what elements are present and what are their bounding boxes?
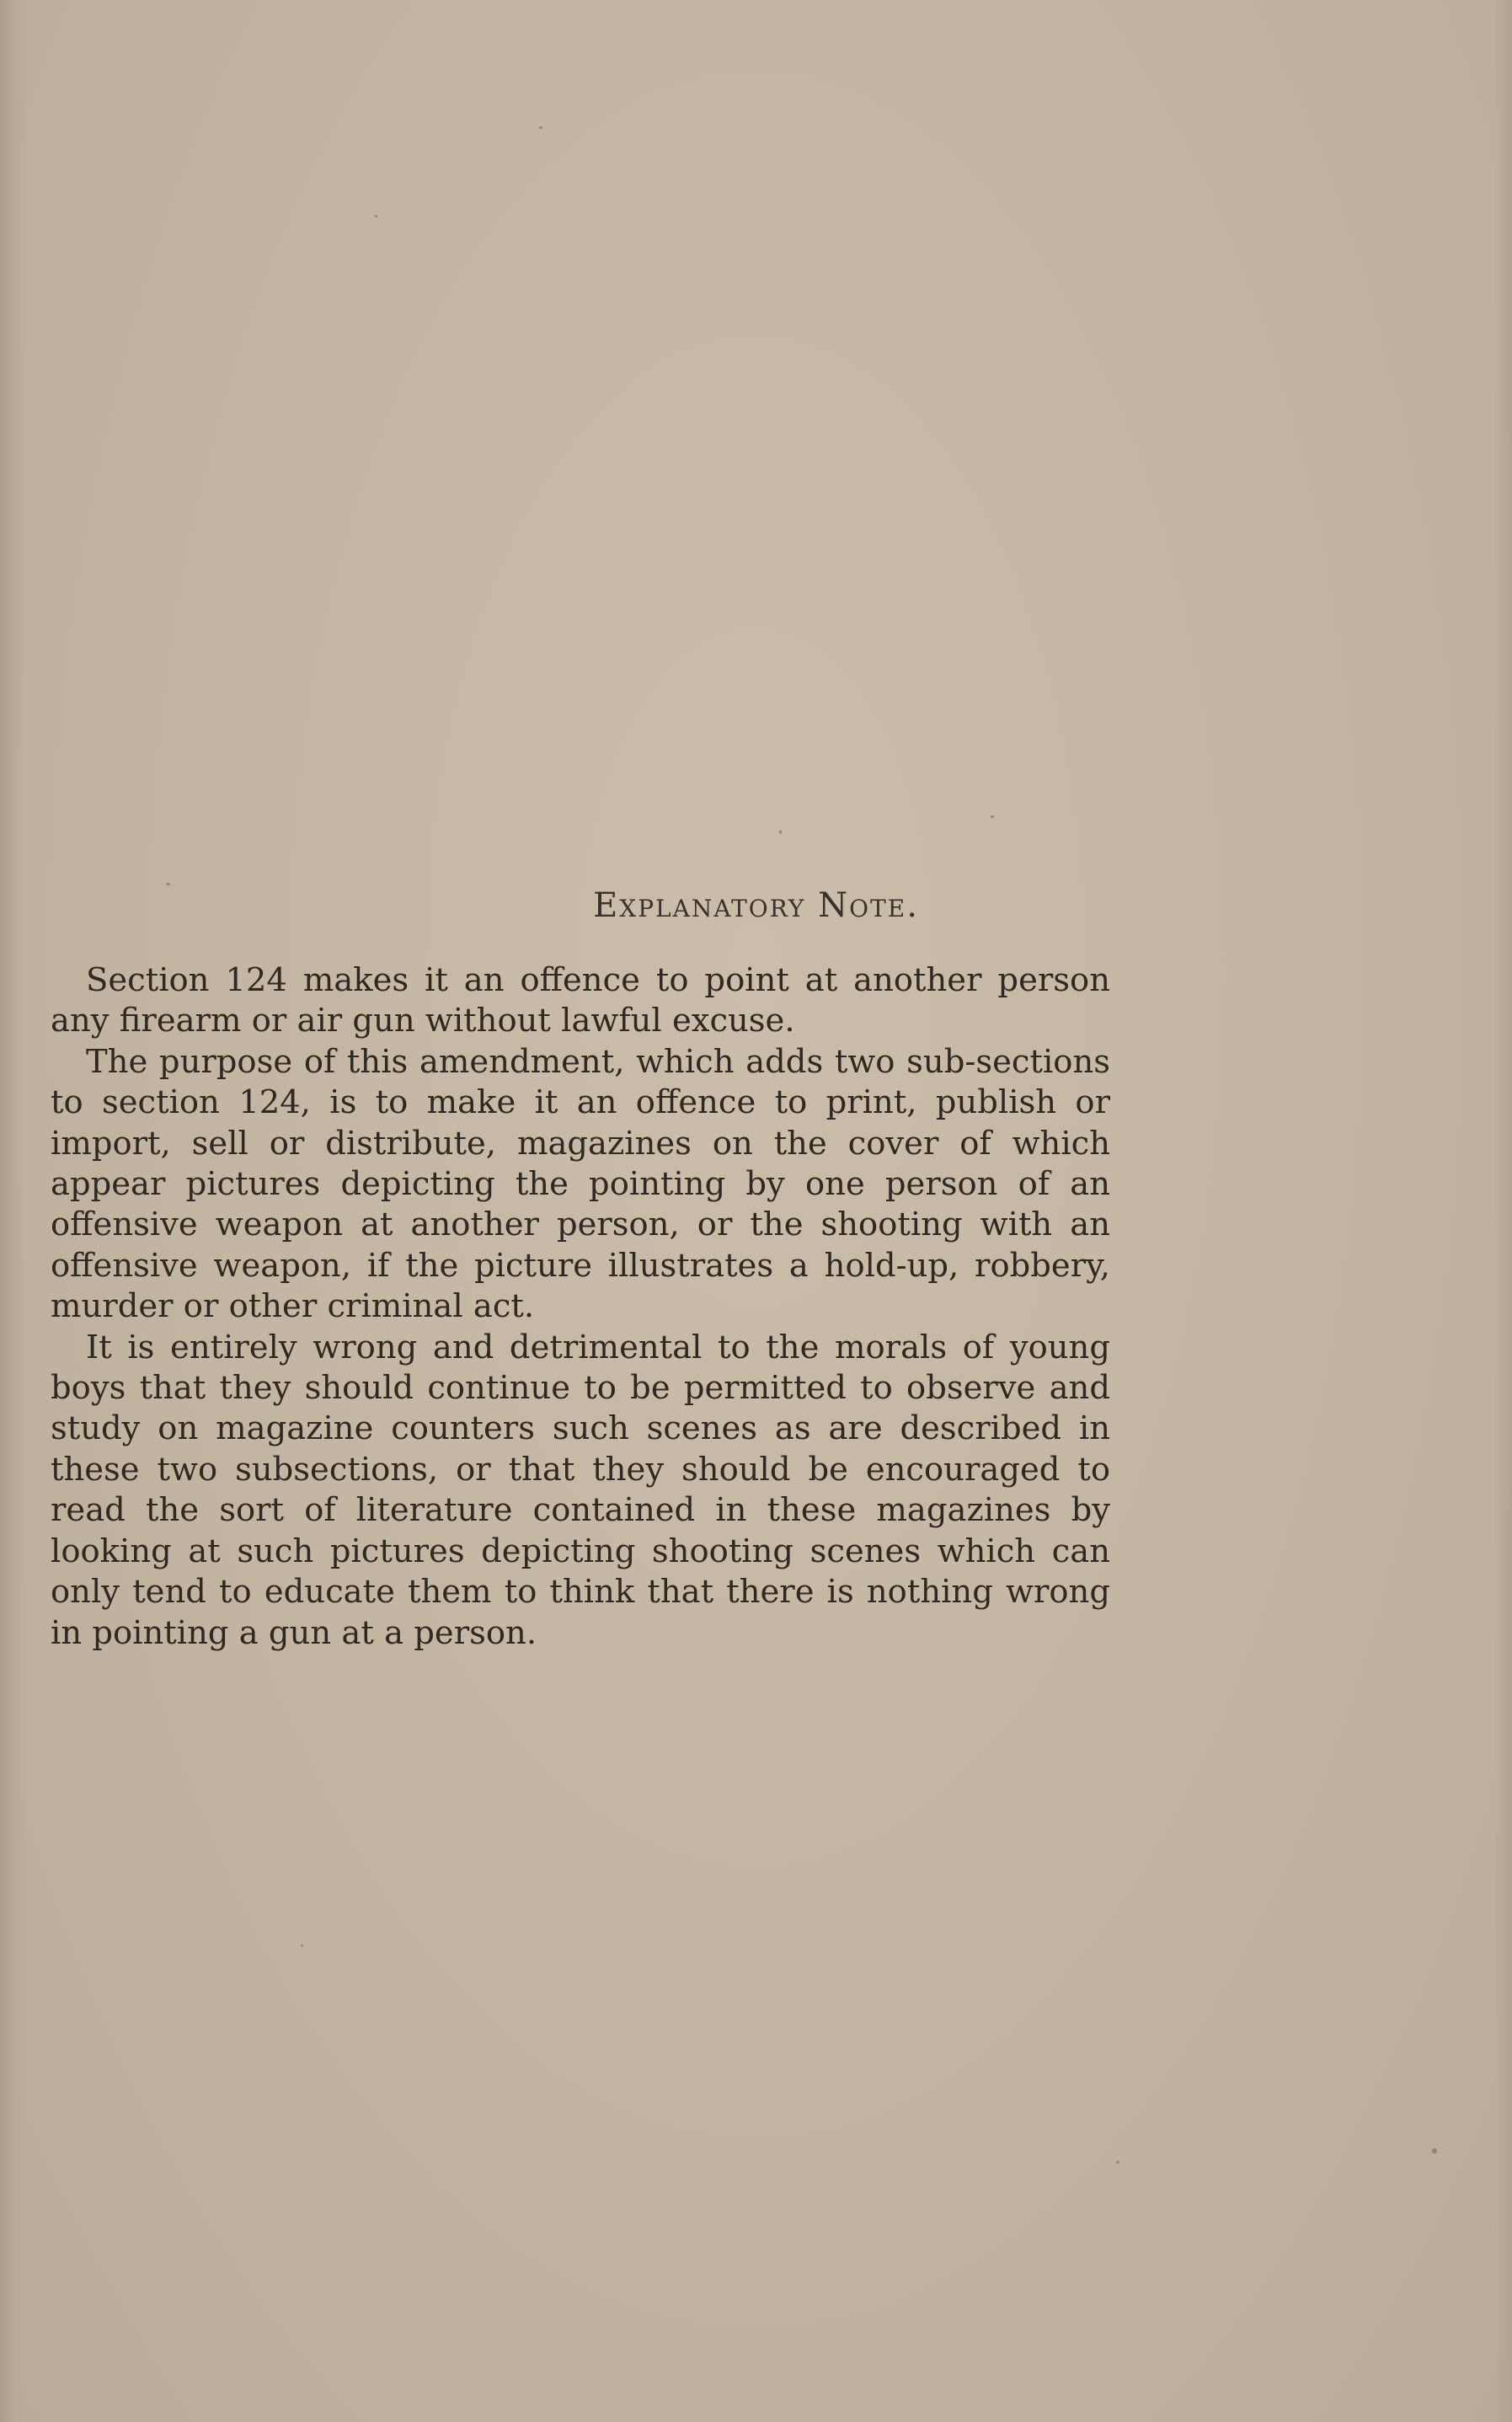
note-body [51,960,1110,1654]
paper-speck [301,1944,303,1947]
paper-speck [539,126,542,129]
paragraph-1: Section 124 makes it an offence to point at another person any firearm or air gun without lawful excuse. [51,961,1110,1040]
paper-speck [166,883,170,885]
paper-speck [375,215,377,217]
paper-speck [1116,2161,1119,2163]
note-title: Explanatory Note. [593,886,919,925]
paragraph-2: The purpose of this amendment, which adds two sub-sections to section 124, is to make it an offence to print, publish or import, sell or distribute, magazines on the cover of which appear pictures depicting the pointing by one person of an offensive weapon at another person, or the shooting with an offensive weapon, if the picture illustrates a hold-up, robbery, murder or other criminal act. [51,1042,1110,1326]
paper-speck [779,830,782,834]
paragraph-3: It is entirely wrong and detrimental to the morals of young boys that they should continue to be permitted to observe and study on magazine counters such scenes as are described in these two subsections, or that they should be encouraged to read the sort of literature contained in these magazines by looking at such pictures depicting shooting scenes which can only tend to educate them to think that there is nothing wrong in pointing a gun at a person. [51,1328,1110,1652]
paper-speck [1432,2148,1437,2153]
paper-speck [991,815,994,818]
